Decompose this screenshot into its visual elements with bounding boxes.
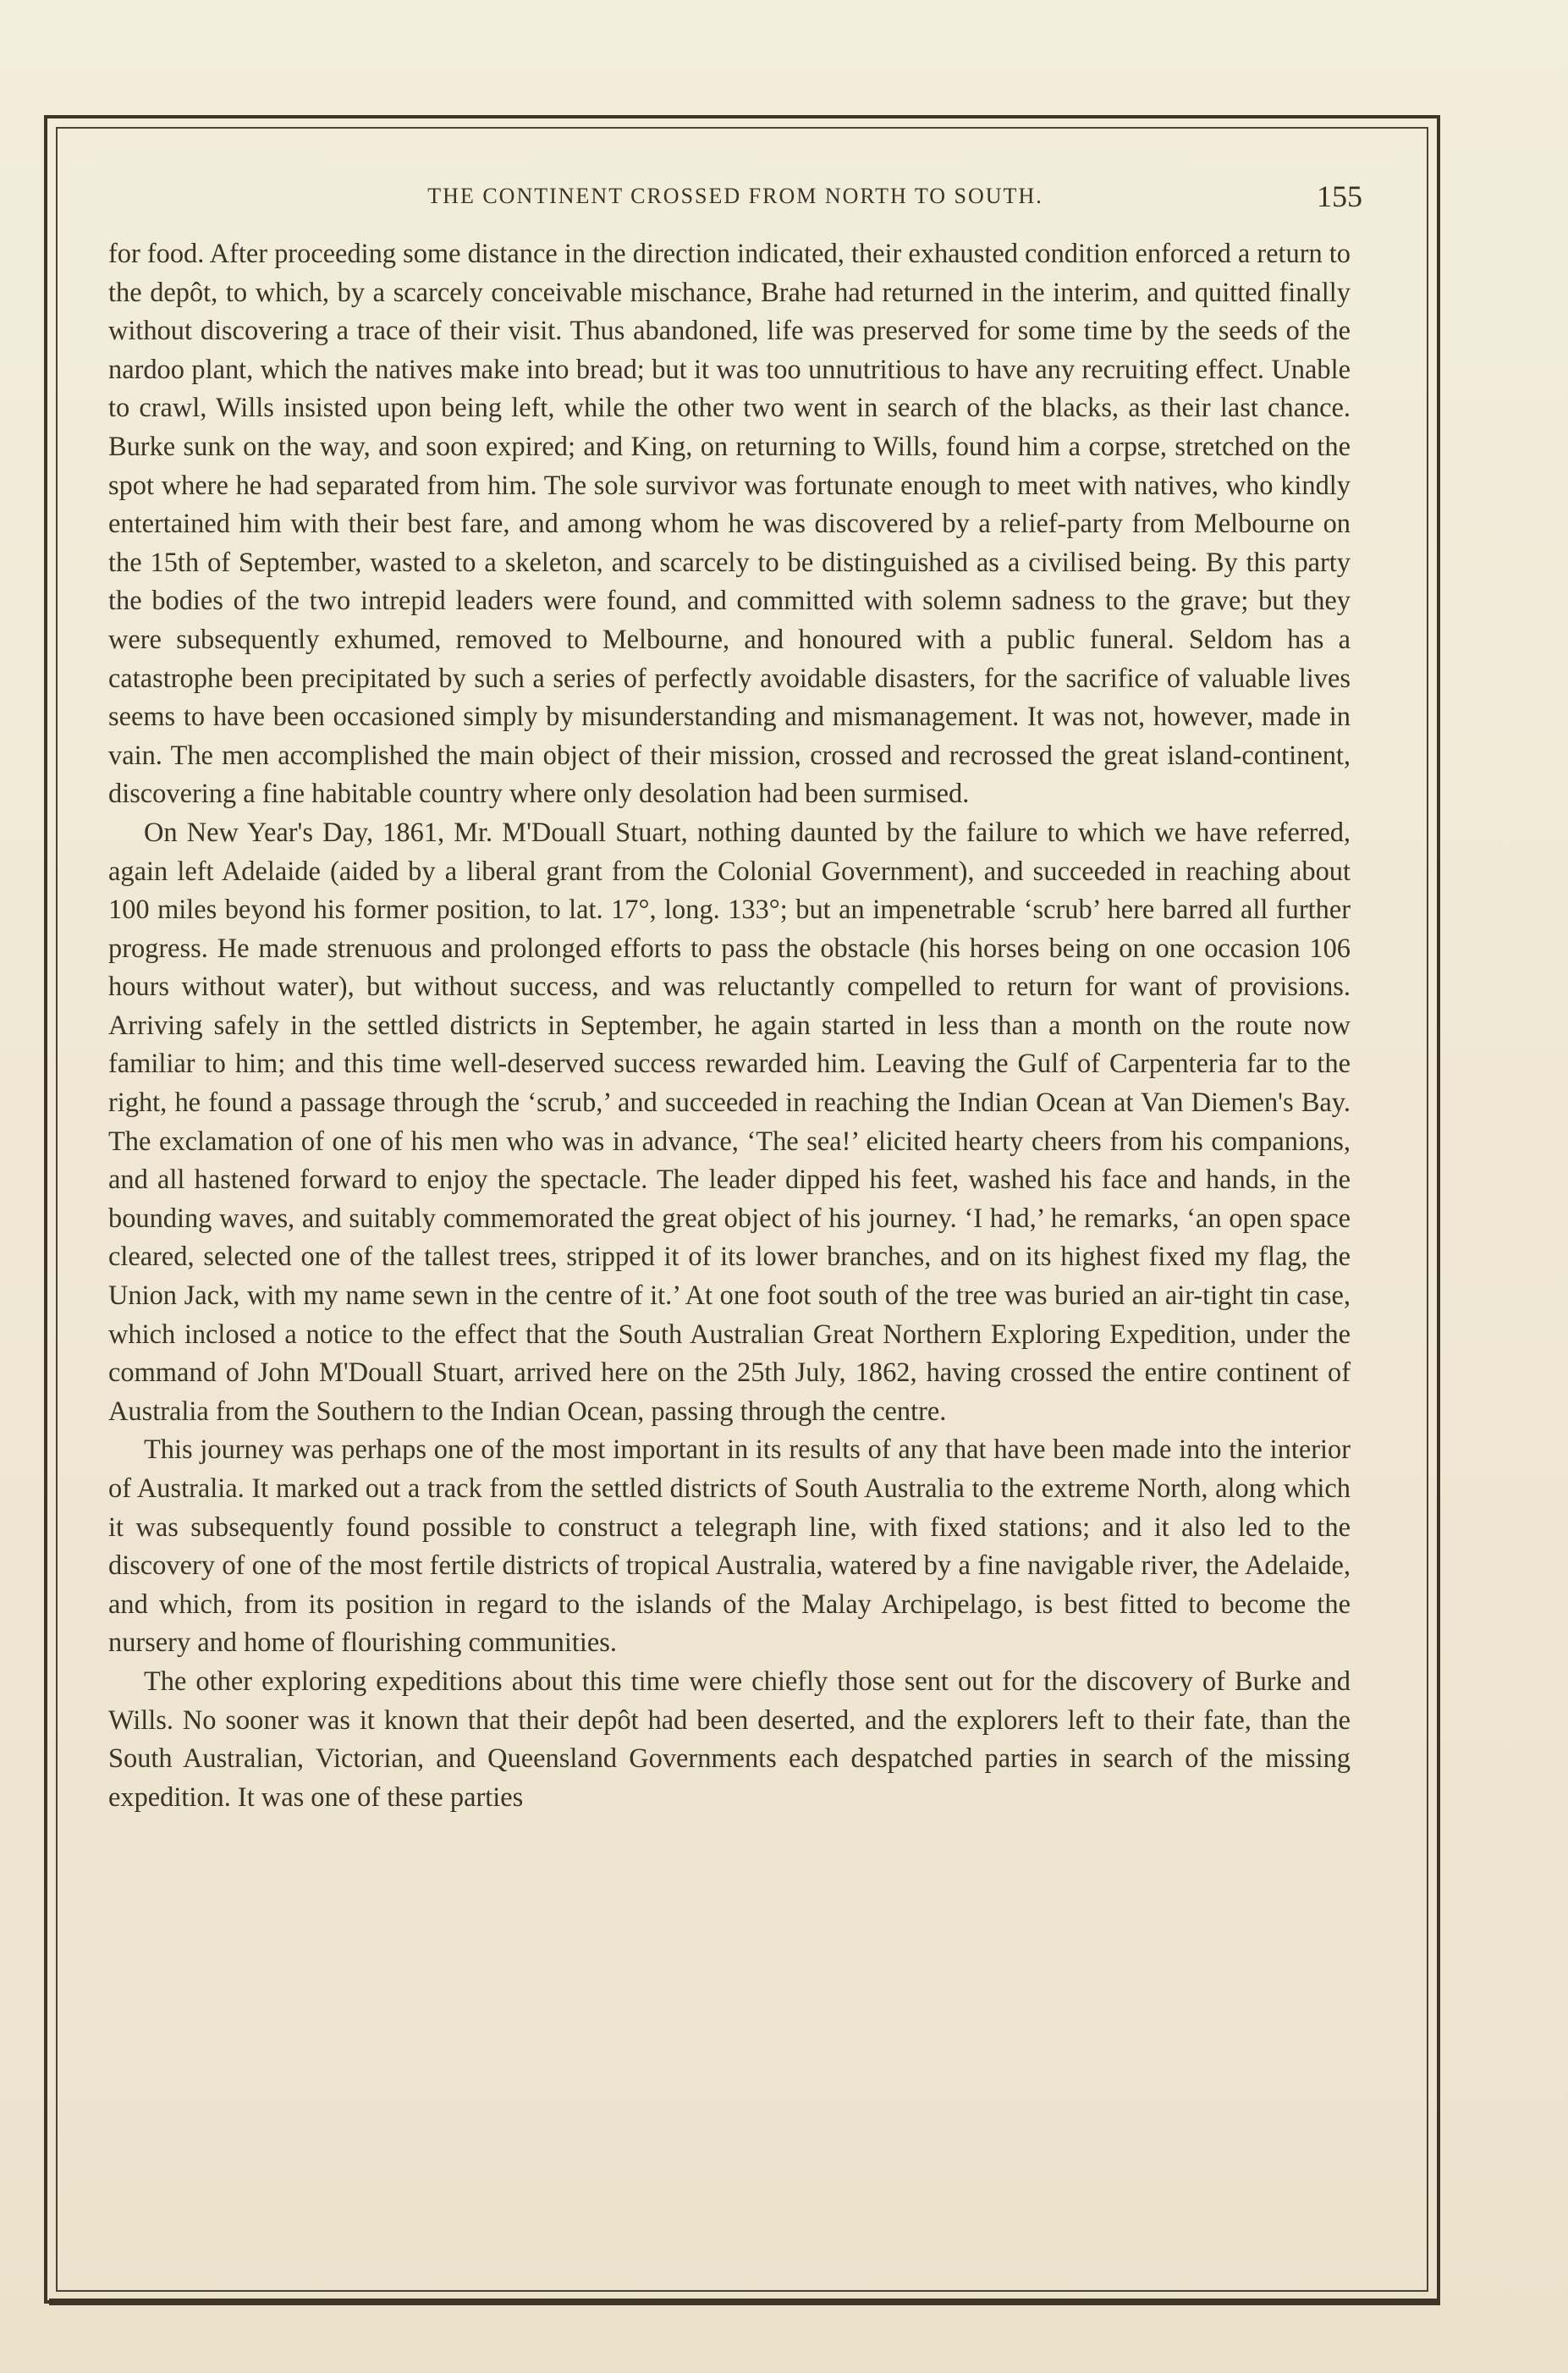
page-number: 155 xyxy=(1317,179,1362,213)
page-border-bottom-rule xyxy=(49,2299,1440,2305)
paragraph-4: The other exploring expeditions about this time were chiefly those sent out for the discovery of Burke and Wills. No sooner was it known that their depôt had been deserted, and the explorers left to their fate, than the South Australian, Victorian, and Queensland Governments each despatched parties in search of the missing expedition. It was one of these parties xyxy=(108,1666,1351,1813)
running-head-title: THE CONTINENT CROSSED FROM NORTH TO SOUTH. xyxy=(427,184,1043,208)
paragraph-3: This journey was perhaps one of the most important in its results of any that have been made into the interior of Australia. It marked out a track from the settled districts of South Australia to the extreme North, along which it was subsequently found possible to construct a telegraph line, with fixed stations; and it also led to the discovery of one of the most fertile districts of tropical Australia, watered by a fine navigable river, the Adelaide, and which, from its position in regard to the islands of the Malay Archipelago, is best fitted to become the nursery and home of flourishing communities. xyxy=(108,1434,1351,1659)
paragraph-1: for food. After proceeding some distance in the direction indicated, their exhausted condition enforced a return to the depôt, to which, by a scarcely conceivable mischance, Brahe had returned in the interim, and quitted finally without discovering a trace of their visit. Thus abandoned, life was preserved for some time by the seeds of the nardoo plant, which the natives make into bread; but it was too unnutritious to have any recruiting effect. Unable to crawl, Wills insisted upon being left, while the other two went in search of the blacks, as their last chance. Burke sunk on the way, and soon expired; and King, on returning to Wills, found him a corpse, stretched on the spot where he had separated from him. The sole survivor was fortunate enough to meet with natives, who kindly entertained him with their best fare, and among whom he was discovered by a relief-party from Melbourne on the 15th of September, wasted to a skeleton, and scarcely to be distinguished as a civilised being. By this party the bodies of the two intrepid leaders were found, and committed with solemn sadness to the grave; but they were subsequently exhumed, removed to Melbourne, and honoured with a public funeral. Seldom has a catastrophe been precipitated by such a series of perfectly avoidable disasters, for the sacrifice of valuable lives seems to have been occasioned simply by misunderstanding and mismanagement. It was not, however, made in vain. The men accomplished the main object of their mission, crossed and recrossed the great island-continent, discovering a fine habitable country where only desolation had been surmised. xyxy=(108,239,1351,810)
running-head xyxy=(108,179,1362,213)
paragraph-2: On New Year's Day, 1861, Mr. M'Douall Stuart, nothing daunted by the failure to which we have referred, again left Adelaide (aided by a liberal grant from the Colonial Government), and succeeded in reaching about 100 miles beyond his former position, to lat. 17°, long. 133°; but an impenetrable ‘scrub’ here barred all further progress. He made strenuous and prolonged efforts to pass the obstacle (his horses being on one occasion 106 hours without water), but without success, and was reluctantly compelled to return for want of provisions. Arriving safely in the settled districts in September, he again started in less than a month on the route now familiar to him; and this time well-deserved success rewarded him. Leaving the Gulf of Carpenteria far to the right, he found a passage through the ‘scrub,’ and succeeded in reaching the Indian Ocean at Van Diemen's Bay. The exclamation of one of his men who was in advance, ‘The sea!’ elicited hearty cheers from his companions, and all hastened forward to enjoy the spectacle. The leader dipped his feet, washed his face and hands, in the bounding waves, and suitably commemorated the great object of his journey. ‘I had,’ he remarks, ‘an open space cleared, selected one of the tallest trees, stripped it of its lower branches, and on its highest fixed my flag, the Union Jack, with my name sewn in the centre of it.’ At one foot south of the tree was buried an air-tight tin case, which inclosed a notice to the effect that the South Australian Great Northern Exploring Expedition, under the command of John M'Douall Stuart, arrived here on the 25th July, 1862, having crossed the entire continent of Australia from the Southern to the Indian Ocean, passing through the centre. xyxy=(108,817,1351,1427)
body-text xyxy=(108,235,1351,1817)
